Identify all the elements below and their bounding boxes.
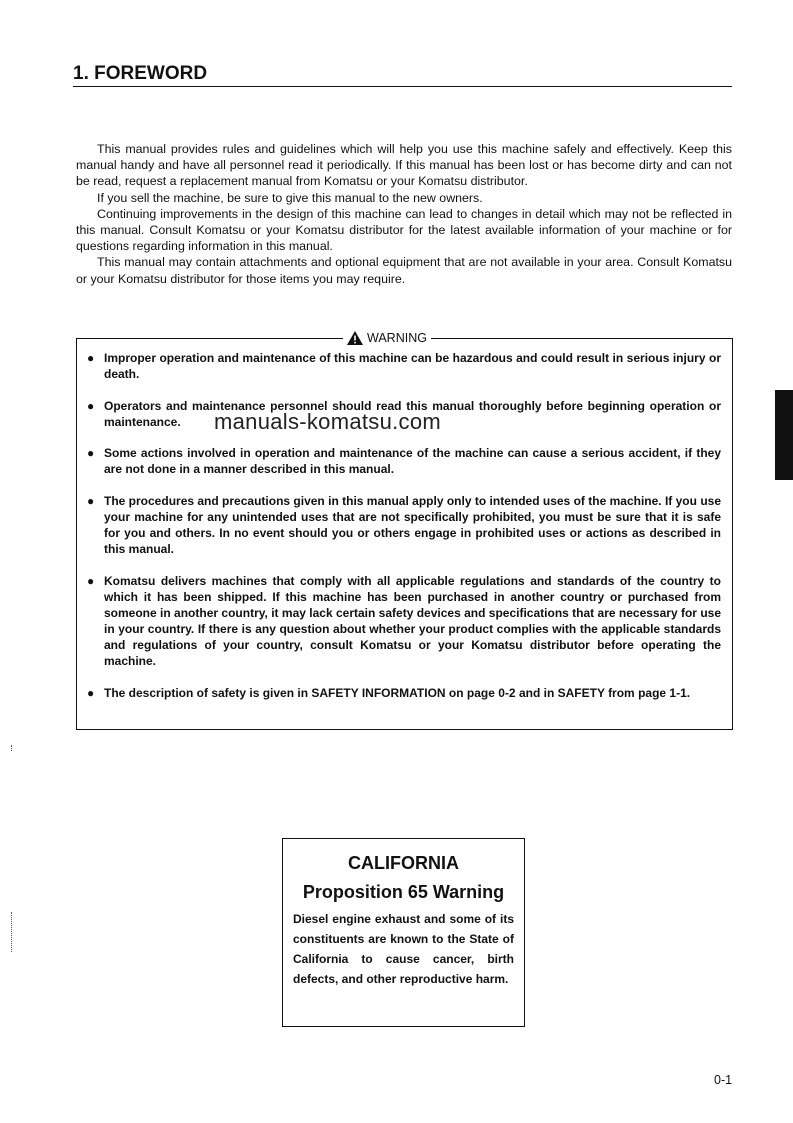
warning-item: ● Some actions involved in operation and maintenance of the machine can cause a serious accident, if they are not done in a manner described in this manual. <box>87 446 721 477</box>
california-subtitle: Proposition 65 Warning <box>302 882 505 902</box>
divider <box>431 338 732 339</box>
paragraph: This manual provides rules and guidelines which will help you use this machine safely and effectively. Keep this manual handy and have all personnel read it periodically. If this manual has been lost or has become dirty and can not be read, request a replacement manual from Komatsu or your Komatsu distributor. <box>76 142 732 189</box>
warning-item: ● The description of safety is given in SAFETY INFORMATION on page 0-2 and in SAFETY from page 1-1. <box>87 686 691 700</box>
binding-marks <box>11 745 13 751</box>
divider <box>77 338 343 339</box>
paragraph: This manual may contain attachments and optional equipment that are not available in your area. Consult Komatsu or your Komatsu distributor for those items you may require. <box>76 255 732 286</box>
warning-item: ● Improper operation and maintenance of this machine can be hazardous and could result in serious injury or death. <box>87 351 721 382</box>
paragraph: If you sell the machine, be sure to give this manual to the new owners. <box>97 190 483 205</box>
warning-triangle-icon <box>347 331 363 345</box>
foreword-body <box>76 141 732 287</box>
section-title: 1. FOREWORD <box>73 62 732 87</box>
paragraph: Continuing improvements in the design of this machine can lead to changes in detail which may not be reflected in this manual. Consult Komatsu or your Komatsu distributor for the latest available information of your machine or for questions regarding information in this manual. <box>76 206 732 254</box>
california-text: Diesel engine exhaust and some of its constituents are known to the State of California to cause cancer, birth defects, and other reproductive harm. <box>293 912 514 986</box>
california-prop65-box <box>282 838 525 1027</box>
bullet-icon: ● <box>87 351 95 365</box>
bullet-icon: ● <box>87 573 95 588</box>
watermark: manuals-komatsu.com <box>214 409 441 434</box>
section-thumb-tab <box>775 390 793 480</box>
bullet-icon: ● <box>87 686 95 700</box>
warning-item: ● Komatsu delivers machines that comply with all applicable regulations and standards of the country to which it has been shipped. If this machine has been purchased in another country or purchased from someone in another country, it may lack certain safety devices and specifications that are necessary for use in your country. If there is any question about whether your product complies with the applicable standards and regulations of your country, consult Komatsu or your Komatsu distributor before operating the machine. <box>87 573 721 669</box>
warning-item: ● The procedures and precautions given in this manual apply only to intended uses of the machine. If you use your machine for any unintended uses that are not specifically prohibited, you must be sure that it is safe for you and others. In no event should you or others engage in prohibited uses or actions as described in this manual. <box>87 494 721 557</box>
binding-marks <box>11 912 13 952</box>
warning-label: WARNING <box>367 331 427 345</box>
page-number: 0-1 <box>714 1073 733 1087</box>
warning-box <box>76 331 733 730</box>
bullet-icon: ● <box>87 446 95 461</box>
bullet-icon: ● <box>87 494 95 509</box>
california-title: CALIFORNIA <box>348 853 459 873</box>
warning-item: ● Operators and maintenance personnel should read this manual thoroughly before beginning operation or maintenance. <box>87 398 721 429</box>
warning-header <box>77 330 732 346</box>
bullet-icon: ● <box>87 398 95 413</box>
